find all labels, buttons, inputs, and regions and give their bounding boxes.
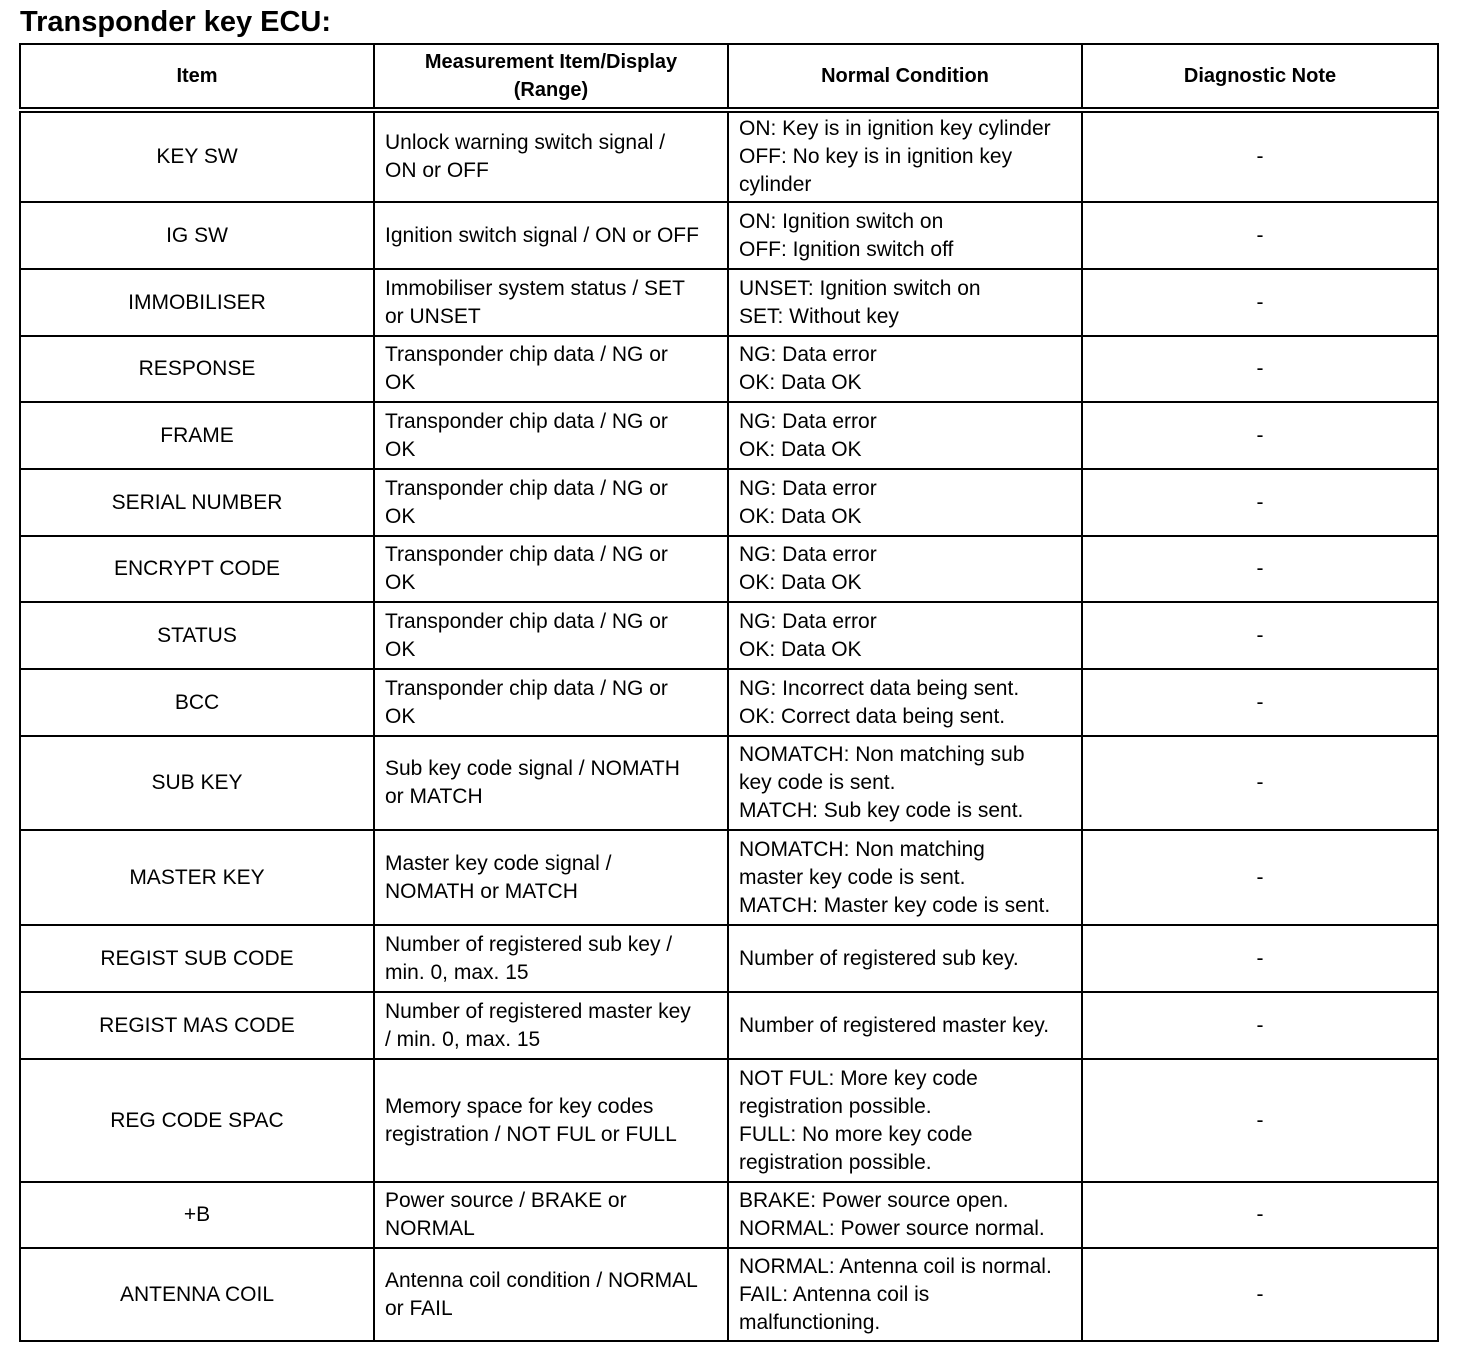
table-row bbox=[20, 336, 1438, 402]
normal-condition-cell: NG: Data error OK: Data OK bbox=[728, 469, 1082, 536]
table-row bbox=[20, 992, 1438, 1059]
measurement-cell: Antenna coil condition / NORMAL or FAIL bbox=[374, 1248, 728, 1341]
item-cell: STATUS bbox=[20, 602, 374, 669]
normal-condition-cell: NOMATCH: Non matching sub key code is sent. MATCH: Sub key code is sent. bbox=[728, 736, 1082, 830]
diagnostic-note-cell: - bbox=[1082, 602, 1438, 669]
diagnostic-note-cell: - bbox=[1082, 992, 1438, 1059]
item-cell: ENCRYPT CODE bbox=[20, 536, 374, 602]
table-row bbox=[20, 925, 1438, 992]
measurement-cell: Transponder chip data / NG or OK bbox=[374, 469, 728, 536]
item-cell: FRAME bbox=[20, 402, 374, 469]
table-row bbox=[20, 469, 1438, 536]
measurement-cell: Ignition switch signal / ON or OFF bbox=[374, 202, 728, 269]
diagnostic-note-cell: - bbox=[1082, 669, 1438, 736]
header-measurement: Measurement Item/Display (Range) bbox=[374, 44, 728, 110]
table-body bbox=[20, 110, 1438, 1341]
header-item: Item bbox=[20, 44, 374, 110]
diagnostic-note-cell: - bbox=[1082, 110, 1438, 202]
normal-condition-cell: NG: Data error OK: Data OK bbox=[728, 536, 1082, 602]
measurement-cell: Transponder chip data / NG or OK bbox=[374, 669, 728, 736]
item-cell: MASTER KEY bbox=[20, 830, 374, 925]
table-row bbox=[20, 110, 1438, 202]
item-cell: +B bbox=[20, 1182, 374, 1248]
measurement-cell: Transponder chip data / NG or OK bbox=[374, 402, 728, 469]
item-cell: KEY SW bbox=[20, 110, 374, 202]
normal-condition-cell: NOT FUL: More key code registration possible. FULL: No more key code registration possible. bbox=[728, 1059, 1082, 1182]
table-row bbox=[20, 536, 1438, 602]
diagnostic-note-cell: - bbox=[1082, 830, 1438, 925]
diagnostic-note-cell: - bbox=[1082, 336, 1438, 402]
normal-condition-cell: Number of registered master key. bbox=[728, 992, 1082, 1059]
item-cell: ANTENNA COIL bbox=[20, 1248, 374, 1341]
diagnostic-note-cell: - bbox=[1082, 1059, 1438, 1182]
diagnostic-note-cell: - bbox=[1082, 1182, 1438, 1248]
item-cell: SERIAL NUMBER bbox=[20, 469, 374, 536]
measurement-cell: Transponder chip data / NG or OK bbox=[374, 336, 728, 402]
diagnostic-note-cell: - bbox=[1082, 402, 1438, 469]
diagnostic-note-cell: - bbox=[1082, 536, 1438, 602]
measurement-cell: Master key code signal / NOMATH or MATCH bbox=[374, 830, 728, 925]
normal-condition-cell: NG: Data error OK: Data OK bbox=[728, 602, 1082, 669]
measurement-cell: Number of registered sub key / min. 0, max. 15 bbox=[374, 925, 728, 992]
table-header-row bbox=[20, 44, 1438, 110]
normal-condition-cell: NOMATCH: Non matching master key code is sent. MATCH: Master key code is sent. bbox=[728, 830, 1082, 925]
item-cell: RESPONSE bbox=[20, 336, 374, 402]
header-normal-condition: Normal Condition bbox=[728, 44, 1082, 110]
table-row bbox=[20, 269, 1438, 336]
normal-condition-cell: NG: Data error OK: Data OK bbox=[728, 336, 1082, 402]
measurement-cell: Memory space for key codes registration / NOT FUL or FULL bbox=[374, 1059, 728, 1182]
page-title: Transponder key ECU: bbox=[20, 6, 332, 38]
measurement-cell: Transponder chip data / NG or OK bbox=[374, 602, 728, 669]
item-cell: SUB KEY bbox=[20, 736, 374, 830]
normal-condition-cell: ON: Key is in ignition key cylinder OFF: No key is in ignition key cylinder bbox=[728, 110, 1082, 202]
diagnostic-note-cell: - bbox=[1082, 202, 1438, 269]
diagnostic-note-cell: - bbox=[1082, 269, 1438, 336]
diagnostic-note-cell: - bbox=[1082, 736, 1438, 830]
table-row bbox=[20, 1248, 1438, 1341]
normal-condition-cell: ON: Ignition switch on OFF: Ignition switch off bbox=[728, 202, 1082, 269]
table-row bbox=[20, 402, 1438, 469]
measurement-cell: Sub key code signal / NOMATH or MATCH bbox=[374, 736, 728, 830]
item-cell: IG SW bbox=[20, 202, 374, 269]
table-row bbox=[20, 736, 1438, 830]
item-cell: REG CODE SPAC bbox=[20, 1059, 374, 1182]
measurement-cell: Immobiliser system status / SET or UNSET bbox=[374, 269, 728, 336]
table-row bbox=[20, 1182, 1438, 1248]
item-cell: IMMOBILISER bbox=[20, 269, 374, 336]
measurement-cell: Transponder chip data / NG or OK bbox=[374, 536, 728, 602]
measurement-cell: Number of registered master key / min. 0, max. 15 bbox=[374, 992, 728, 1059]
transponder-key-ecu-table bbox=[19, 43, 1439, 1342]
normal-condition-cell: NG: Incorrect data being sent. OK: Correct data being sent. bbox=[728, 669, 1082, 736]
item-cell: BCC bbox=[20, 669, 374, 736]
normal-condition-cell: NG: Data error OK: Data OK bbox=[728, 402, 1082, 469]
table-row bbox=[20, 830, 1438, 925]
normal-condition-cell: BRAKE: Power source open. NORMAL: Power source normal. bbox=[728, 1182, 1082, 1248]
diagnostic-note-cell: - bbox=[1082, 1248, 1438, 1341]
measurement-cell: Power source / BRAKE or NORMAL bbox=[374, 1182, 728, 1248]
table-row bbox=[20, 202, 1438, 269]
item-cell: REGIST SUB CODE bbox=[20, 925, 374, 992]
table-row bbox=[20, 1059, 1438, 1182]
table-row bbox=[20, 669, 1438, 736]
normal-condition-cell: Number of registered sub key. bbox=[728, 925, 1082, 992]
table-row bbox=[20, 602, 1438, 669]
header-diagnostic-note: Diagnostic Note bbox=[1082, 44, 1438, 110]
item-cell: REGIST MAS CODE bbox=[20, 992, 374, 1059]
measurement-cell: Unlock warning switch signal / ON or OFF bbox=[374, 110, 728, 202]
normal-condition-cell: NORMAL: Antenna coil is normal. FAIL: Antenna coil is malfunctioning. bbox=[728, 1248, 1082, 1341]
normal-condition-cell: UNSET: Ignition switch on SET: Without key bbox=[728, 269, 1082, 336]
diagnostic-note-cell: - bbox=[1082, 469, 1438, 536]
diagnostic-note-cell: - bbox=[1082, 925, 1438, 992]
